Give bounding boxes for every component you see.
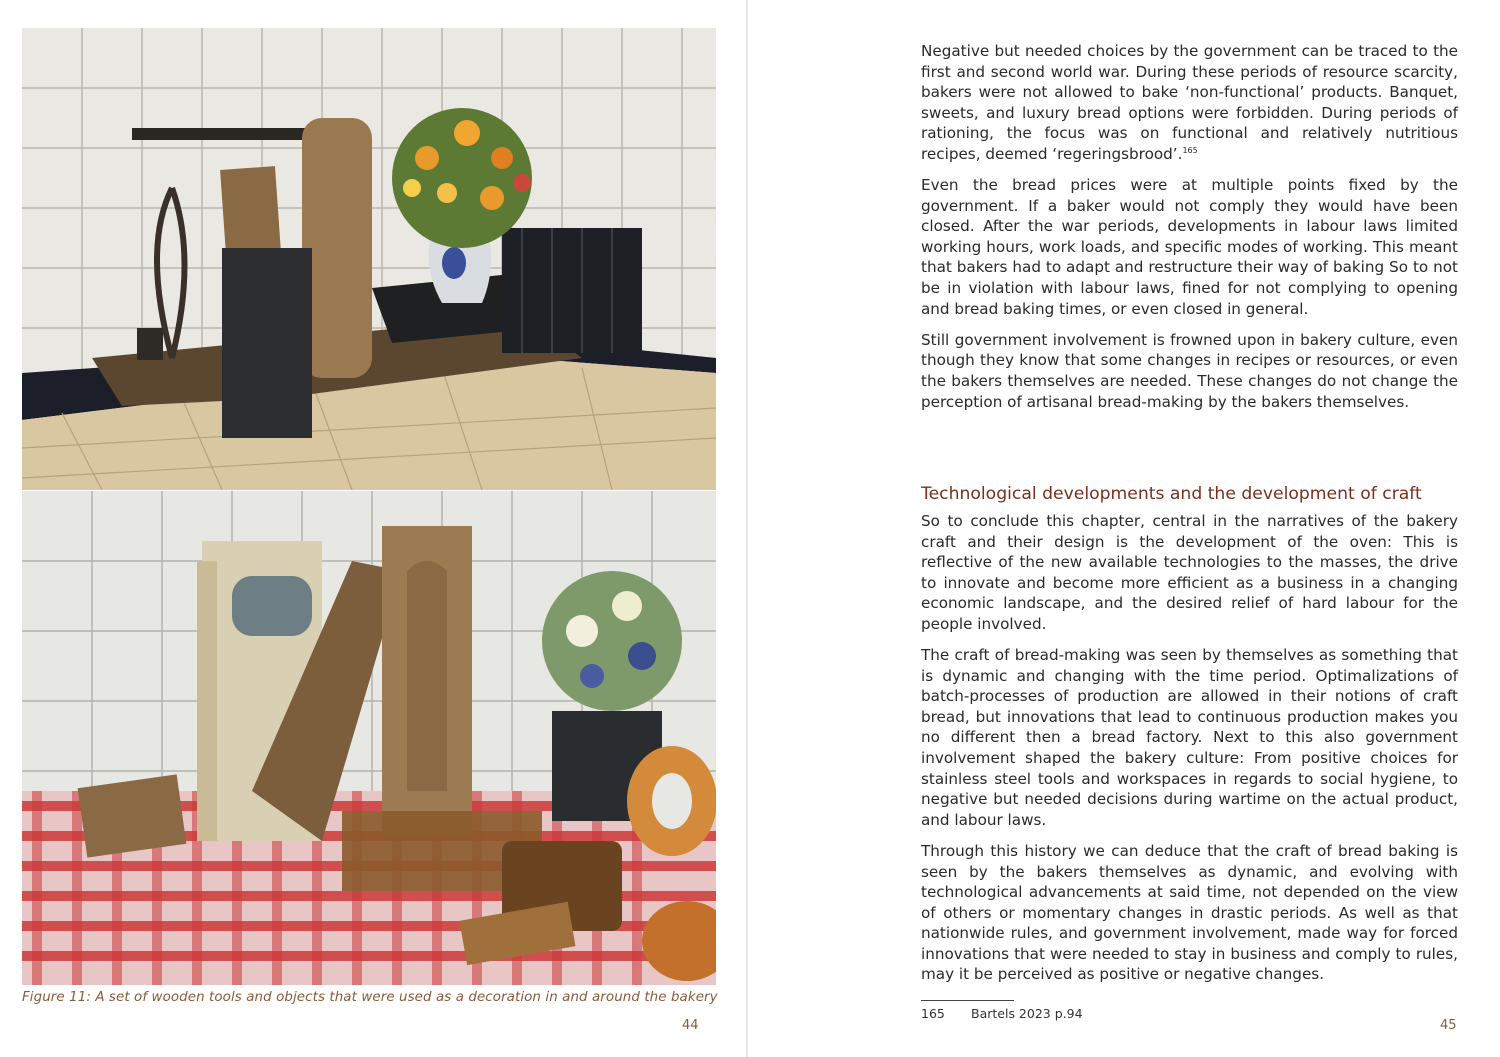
paragraph: So to conclude this chapter, central in the narratives of the bakery craft and their design is the development of the oven: This is reflective of the new available technologies to the masses, the drive to innovate and become more efficient as a business in a changing economic landscape, and the desired relief of hard labour for the people involved. <box>921 512 1458 633</box>
bakery-tools-photo <box>22 491 716 985</box>
paragraph: Negative but needed choices by the government can be traced to the first and second world war. During these periods of resource scarcity, bakers were not allowed to bake ‘non-functional’ products. Banquet, sweets, and luxury bread options were forbidden. During periods of rationing, the focus was on functional and relatively nutritious recipes, deemed ‘regeringsbrood’.$^{165}$ <box>921 42 1458 163</box>
footnote <box>921 1006 1083 1021</box>
footnote-text: Bartels 2023 p.94 <box>971 1006 1083 1021</box>
footnote-divider <box>921 1000 1014 1001</box>
body-text-section-2 <box>921 511 1458 996</box>
right-page <box>748 0 1500 1057</box>
paragraph: Even the bread prices were at multiple points fixed by the government. If a baker would not comply they would have been closed. After the war periods, developments in labour laws limited working hours, work loads, and specific modes of working. This meant that bakers had to adapt and restructure their way of baking So to not be in violation with labour laws, fined for not complying to opening and bread baking times, or even closed in general. <box>921 176 1458 318</box>
footnote-reference[interactable]: 165 <box>1182 145 1198 155</box>
figure-caption: Figure 11: A set of wooden tools and objects that were used as a decoration in and around the bakery <box>22 990 718 1005</box>
paragraph: Through this history we can deduce that the craft of bread baking is seen by the bakers themselves as dynamic, and evolving with technological advancements at said time, not depended on the view of others or momentary changes in drastic periods. As well as that nationwide rules, and government involvement, made way for forced innovations that were needed to stay in business and comply to rules, may it be perceived as positive or negative changes. <box>921 841 1458 984</box>
paragraph: Still government involvement is frowned upon in bakery culture, even though they know that some changes in recipes or resources, or even the bakers themselves are needed. These changes do not change the perception of artisanal bread-making by the bakers themselves. <box>921 330 1458 411</box>
page-number: 45 <box>1440 1018 1457 1033</box>
bakery-scale-photo <box>22 28 716 490</box>
footnote-number: 165 <box>921 1006 945 1021</box>
paragraph: The craft of bread-making was seen by themselves as something that is dynamic and changing with the time period. Optimalizations of batch-processes of production are allowed in their notions of craft bread, but innovations that lead to continuous production makes you no different then a bread factory. Next to this also government involvement shaped the bakery culture: From positive choices for stainless steel tools and workspaces in regards to social hygiene, to negative but needed decisions during wartime on the actual product, and labour laws. <box>921 646 1458 829</box>
page-number: 44 <box>682 1018 699 1033</box>
left-page <box>0 0 746 1057</box>
section-heading: Technological developments and the development of craft <box>921 484 1422 504</box>
body-text-section-1 <box>921 41 1458 423</box>
